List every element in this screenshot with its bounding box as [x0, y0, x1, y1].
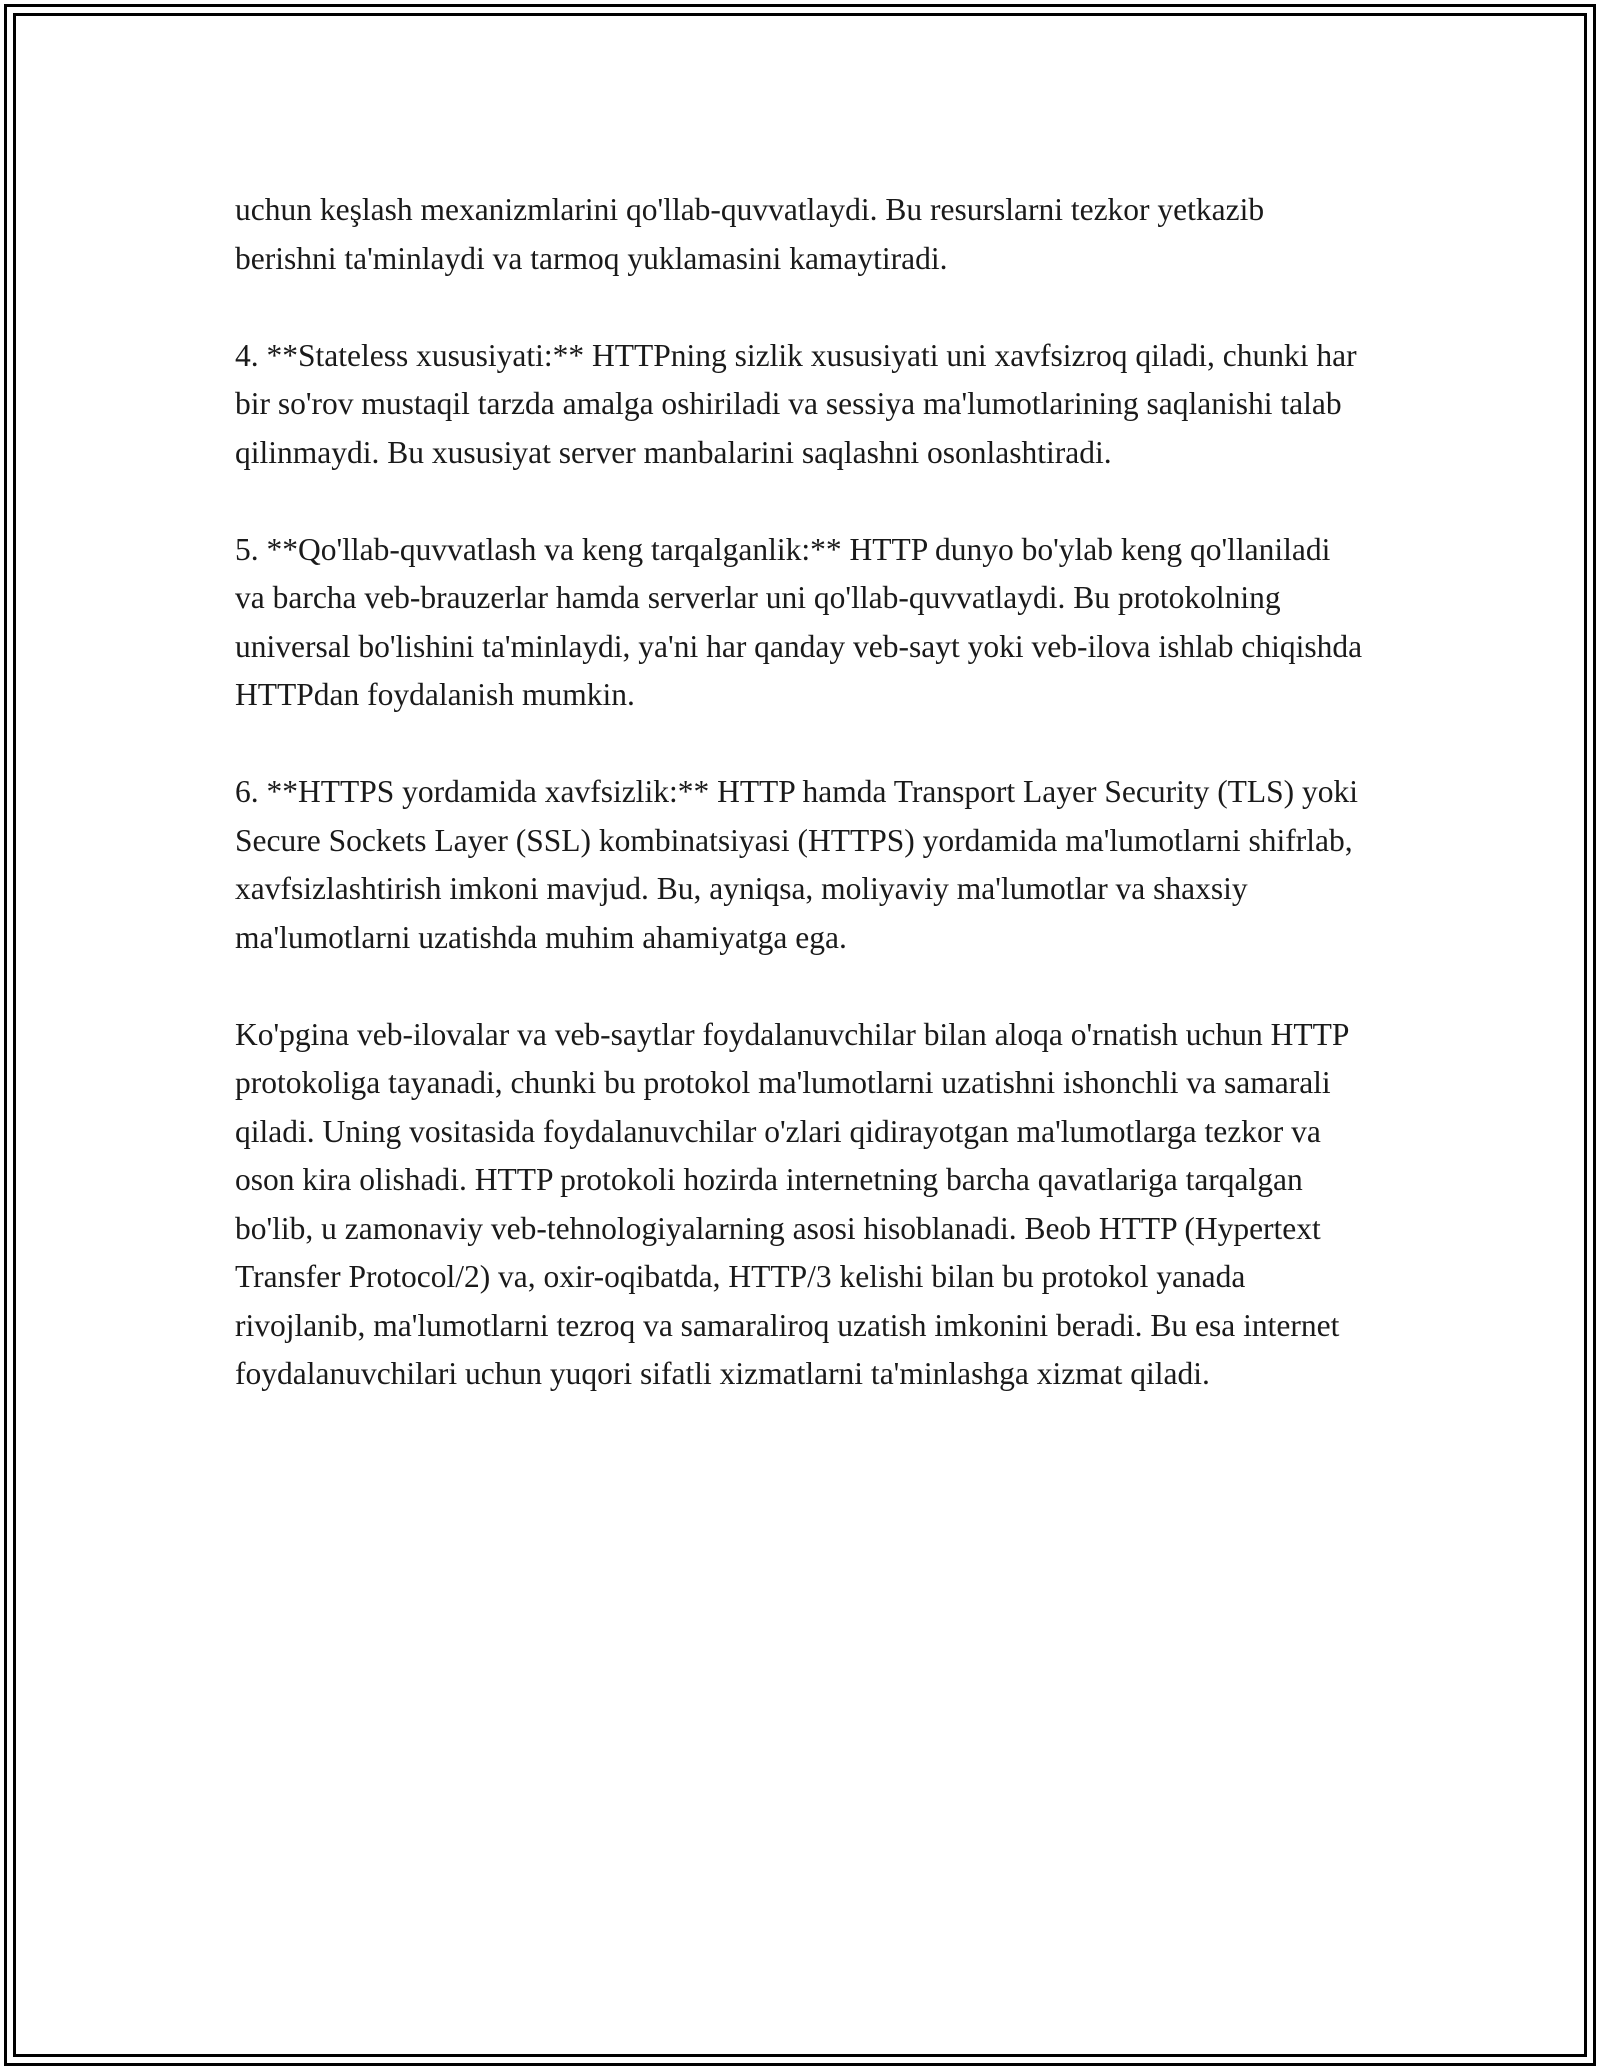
paragraph-conclusion: Ko'pgina veb-ilovalar va veb-saytlar foydalanuvchilar bilan aloqa o'rnatish uchun HTTP protokoliga tayanadi, chunki bu protokol ma'lumotlarni uzatishni ishonchli va samarali qiladi. Uning vositasida foydalanuvchilar o'zlari qidirayotgan ma'lumotlarga tezkor va oson kira olishadi. HTTP protokoli hozirda internetning barcha qavatlariga tarqalgan bo'lib, u zamonaviy veb-tehnologiyalarning asosi hisoblanadi. Beob HTTP (Hypertext Transfer Protocol/2) va, oxir-oqibatda, HTTP/3 kelishi bilan bu protokol yanada rivojlanib, ma'lumotlarni tezroq va samaraliroq uzatish imkonini beradi. Bu esa internet foydalanuvchilari uchun yuqori sifatli xizmatlarni ta'minlashga xizmat qiladi. — [235, 1016, 1349, 1391]
paragraph-https-security: 6. **HTTPS yordamida xavfsizlik:** HTTP hamda Transport Layer Security (TLS) yoki Secure Sockets Layer (SSL) kombinatsiyasi (HTTPS) yordamida ma'lumotlarni shifrlab, xavfsizlashtirish imkoni mavjud. Bu, ayniqsa, moliyaviy ma'lumotlar va shaxsiy ma'lumotlarni uzatishda muhim ahamiyatga ega. — [235, 774, 1359, 955]
paragraph-stateless: 4. **Stateless xususiyati:** HTTPning sizlik xususiyati uni xavfsizroq qiladi, chunki har bir so'rov mustaqil tarzda amalga oshiriladi va sessiya ma'lumotlarining saqlanishi talab qilinmaydi. Bu xususiyat server manbalarini saqlashni osonlashtiradi. — [235, 337, 1357, 470]
paragraph-caching-continuation: uchun keşlash mexanizmlarini qo'llab-quvvatlaydi. Bu resurslarni tezkor yetkazib berishni ta'minlaydi va tarmoq yuklamasini kamaytiradi. — [235, 192, 1265, 276]
document-body — [235, 186, 1365, 1399]
paragraph-support-adoption: 5. **Qo'llab-quvvatlash va keng tarqalganlik:** HTTP dunyo bo'ylab keng qo'llaniladi va barcha veb-brauzerlar hamda serverlar uni qo'llab-quvvatlaydi. Bu protokolning universal bo'lishini ta'minlaydi, ya'ni har qanday veb-sayt yoki veb-ilova ishlab chiqishda HTTPdan foydalanish mumkin. — [235, 531, 1363, 712]
